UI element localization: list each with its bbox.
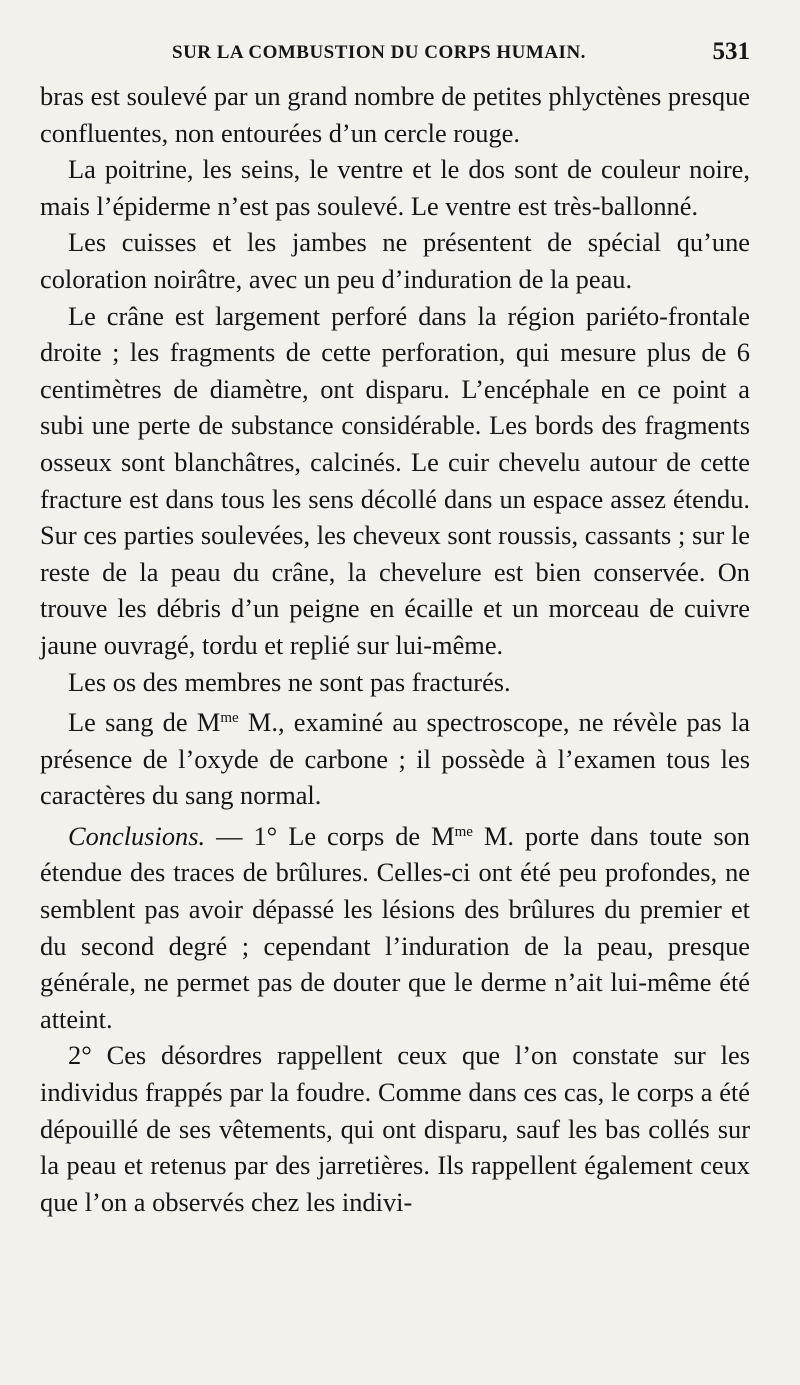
body-text	[40, 78, 750, 1220]
paragraph-6	[40, 700, 750, 814]
page-number: 531	[712, 38, 750, 65]
superscript-me: me	[220, 710, 239, 727]
paragraph-7	[40, 814, 750, 1038]
paragraph-4: Le crâne est largement perforé dans la région pariéto-frontale droite ; les fragments de cette perforation, qui mesure plus de 6 centimètres de diamètre, ont disparu. L’encéphale en ce point a subi une perte de substance considérable. Les bords des fragments osseux sont blanchâtres, calcinés. Le cuir chevelu autour de cette fracture est dans tous les sens décollé dans un espace assez étendu. Sur ces parties soulevées, les cheveux sont roussis, cassants ; sur le reste de la peau du crâne, la chevelure est bien conservée. On trouve les débris d’un peigne en écaille et un morceau de cuivre jaune ouvragé, tordu et replié sur lui-même.	[40, 300, 750, 660]
paragraph-7-start: — 1° Le corps de M	[205, 820, 455, 851]
paragraph-6-start: Le sang de M	[68, 707, 221, 738]
page-header	[40, 38, 750, 78]
paragraph-8: 2° Ces désordres rappellent ceux que l’on constate sur les individus frappés par la foudre. Comme dans ces cas, le corps a été dépouillé de ses vêtements, qui ont disparu, sauf les bas collés sur la peau et retenus par des jarretières. Ils rappellent également ceux que l’on a observés chez les indivi-	[40, 1040, 750, 1217]
conclusions-label: Conclusions.	[68, 820, 206, 851]
running-title: SUR LA COMBUSTION DU CORPS HUMAIN.	[172, 42, 586, 63]
paragraph-7-end: M. porte dans toute son étendue des traces de brûlures. Celles-ci ont été peu profondes, ne semblent pas avoir dépassé les lésions des brûlures du premier et du second degré ; cependant l’induration de la peau, presque générale, ne permet pas de douter que le derme n’ait lui-même été atteint.	[40, 820, 750, 1034]
paragraph-3: Les cuisses et les jambes ne présentent de spécial qu’une coloration noirâtre, avec un peu d’induration de la peau.	[40, 227, 750, 294]
paragraph-6-end: M., examiné au spectroscope, ne révèle pas la présence de l’oxyde de carbone ; il possède à l’examen tous les caractères du sang normal.	[40, 707, 750, 811]
paragraph-1: bras est soulevé par un grand nombre de petites phlyctènes presque confluentes, non entourées d’un cercle rouge.	[40, 81, 750, 148]
paragraph-2: La poitrine, les seins, le ventre et le dos sont de couleur noire, mais l’épiderme n’est pas soulevé. Le ventre est très-ballonné.	[40, 154, 750, 221]
superscript-me: me	[454, 823, 473, 840]
paragraph-5: Les os des membres ne sont pas fracturés.	[68, 666, 511, 697]
